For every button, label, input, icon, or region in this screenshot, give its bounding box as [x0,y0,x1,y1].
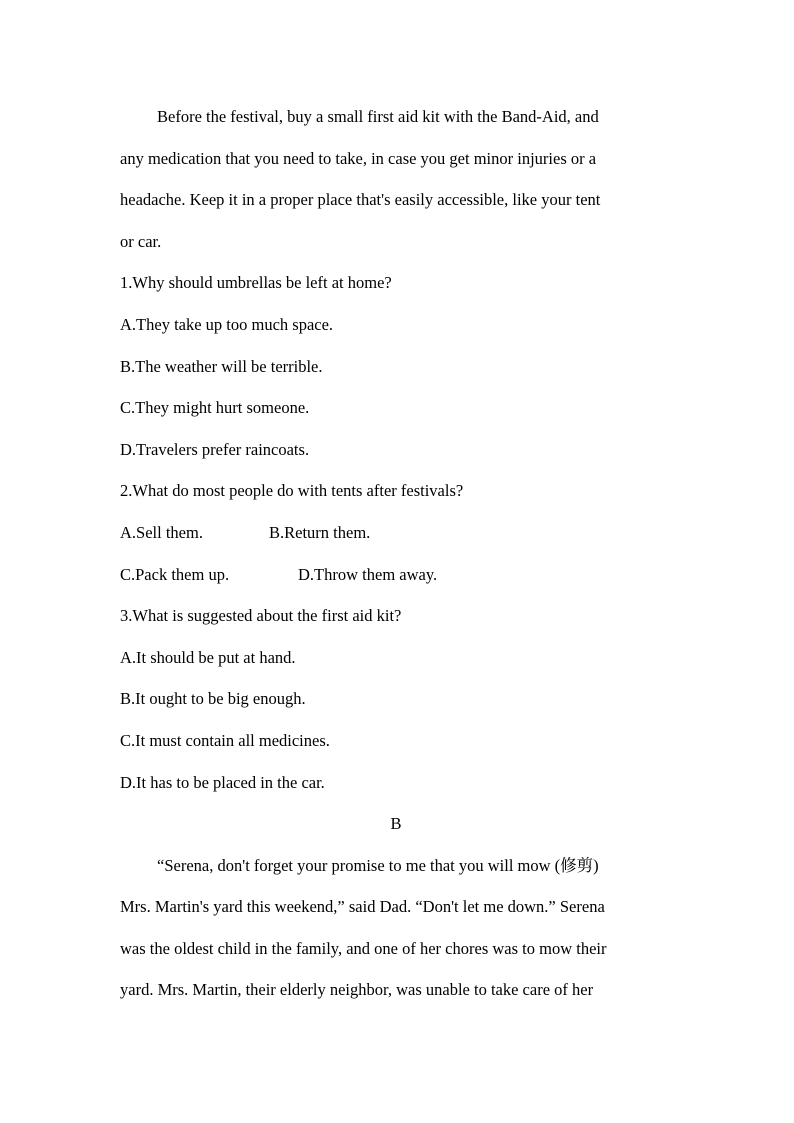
passage-line: Mrs. Martin's yard this weekend,” said Dad. “Don't let me down.” Serena [120,897,605,917]
passage-line: “Serena, don't forget your promise to me that you will mow (修剪) [157,855,599,875]
passage-line: Before the festival, buy a small first aid kit with the Band-Aid, and [157,107,599,126]
question-options-row [120,512,672,554]
section-heading: B [390,814,402,834]
question-option: C.They might hurt someone. [120,398,310,418]
passage-line: or car. [120,231,162,251]
question-option: A.Sell them. [120,522,203,542]
question-options-row [120,554,672,596]
question-option: D.It has to be placed in the car. [120,772,325,792]
passage-line: was the oldest child in the family, and one of her chores was to mow their [120,938,607,958]
question-option: D.Travelers prefer raincoats. [120,439,310,459]
question-option: D.Throw them away. [298,564,438,584]
question-option: A.They take up too much space. [120,314,334,334]
question-option: C.Pack them up. [120,564,230,584]
question-option: C.It must contain all medicines. [120,730,330,750]
question-option: B.It ought to be big enough. [120,689,306,709]
question-option: B.Return them. [269,522,371,542]
question-stem: 3.What is suggested about the first aid kit? [120,606,402,626]
question-stem: 1.Why should umbrellas be left at home? [120,273,392,293]
text-body [120,96,672,1011]
passage-line: any medication that you need to take, in case you get minor injuries or a [120,148,597,168]
question-option: B.The weather will be terrible. [120,356,323,376]
passage-line: headache. Keep it in a proper place that's easily accessible, like your tent [120,190,601,210]
passage-line: yard. Mrs. Martin, their elderly neighbor, was unable to take care of her [120,980,594,1000]
question-stem: 2.What do most people do with tents after festivals? [120,481,464,501]
question-option: A.It should be put at hand. [120,647,296,667]
